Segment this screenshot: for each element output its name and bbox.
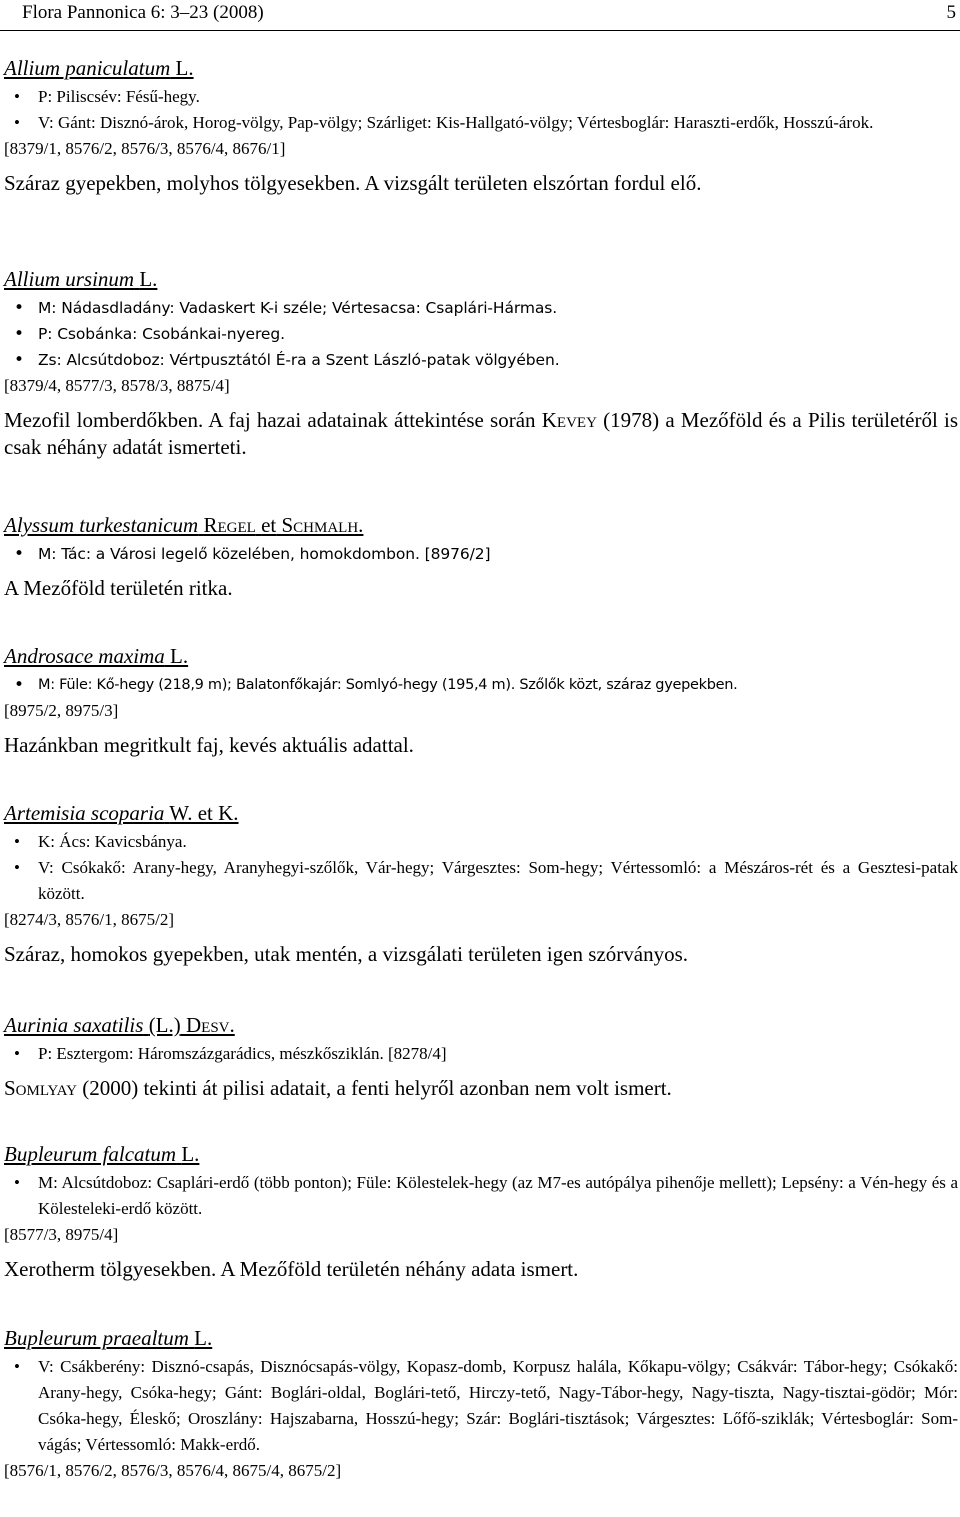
- locality-item: • M: Nádasdladány: Vadaskert K-i széle; Vértesacsa: Csaplári-Hármas.: [4, 295, 958, 321]
- locality-item: • M: Alcsútdoboz: Csaplári-erdő (több ponton); Füle: Kölestelek-hegy (az M7-es autópálya pihenője mellett); Lepsény: a Vén-hegy és a Kölesteleki-erdő között.: [4, 1170, 958, 1222]
- species-title: Alyssum turkestanicum Regel et Schmalh.: [4, 513, 364, 537]
- locality-list: [4, 829, 958, 907]
- grid-codes: [8577/3, 8975/4]: [4, 1225, 119, 1244]
- species-name: Aurinia saxatilis: [4, 1013, 144, 1037]
- species-entry: [4, 1012, 958, 1102]
- species-note: Mezofil lomberdőkben. A faj hazai adatainak áttekintése során Kevey (1978) a Mezőföld és a Pilis területéről is csak néhány adatát ismerteti.: [4, 408, 959, 459]
- species-title: [4, 55, 958, 81]
- locality-list: [4, 295, 958, 373]
- species-author: W. et K.: [169, 801, 239, 825]
- species-entry: [4, 643, 958, 759]
- species-entry: [4, 1325, 958, 1484]
- locality-list: [4, 541, 958, 567]
- species-name: Artemisia scoparia: [4, 801, 165, 825]
- species-author: L.: [194, 1326, 213, 1350]
- cited-author: Somlyay: [4, 1076, 77, 1100]
- species-author: Schmalh.: [281, 513, 364, 537]
- locality-list: [4, 1170, 958, 1222]
- species-author: Regel: [203, 513, 256, 537]
- species-author: (L.): [148, 1013, 181, 1037]
- locality-item: • V: Csókakő: Arany-hegy, Aranyhegyi-szőlők, Vár-hegy; Várgesztes: Som-hegy; Vértessomló: a Mészáros-rét és a Gesztesi-patak között.: [4, 855, 958, 907]
- grid-codes: [8576/1, 8576/2, 8576/3, 8576/4, 8675/4, 8675/2]: [4, 1461, 342, 1480]
- species-note: Száraz gyepekben, molyhos tölgyesekben. A vizsgált területen elszórtan fordul elő.: [4, 171, 702, 195]
- species-name: Bupleurum praealtum: [4, 1326, 189, 1350]
- cited-author: Kevey: [541, 408, 597, 432]
- locality-item: • V: Csákberény: Disznó-csapás, Disznócsapás-völgy, Kopasz-domb, Korpusz halála, Kőkapu-völgy; Csákvár: Tábor-hegy; Csókakő: Arany-hegy, Csóka-hegy; Gánt: Boglári-oldal, Boglári-tető, Hirczy-tető, Nagy-Tábor-hegy, Nagy-tiszta, Nagy-tisztai-gödör; Mór: Csóka-hegy, Éleskő; Oroszlány: Hajszabarna, Hosszú-hegy; Szár: Boglári-tisztások; Várgesztes: Lőfő-sziklák; Vértesboglár: Som-vágás; Vértessomló: Makk-erdő.: [4, 1354, 958, 1458]
- species-note: Száraz, homokos gyepekben, utak mentén, a vizsgálati területen igen szórványos.: [4, 942, 689, 966]
- species-entry: [4, 1141, 958, 1283]
- running-header: [0, 0, 960, 31]
- species-author: L.: [139, 267, 158, 291]
- species-author: L.: [170, 644, 189, 668]
- grid-codes: [8379/1, 8576/2, 8576/3, 8576/4, 8676/1]: [4, 139, 286, 158]
- locality-item: • P: Piliscsév: Fésű-hegy.: [4, 84, 958, 110]
- species-entry: [4, 512, 958, 602]
- species-author: Desv.: [186, 1013, 235, 1037]
- grid-codes: [8379/4, 8577/3, 8578/3, 8875/4]: [4, 376, 230, 395]
- species-title: [4, 1012, 958, 1038]
- species-author: L.: [181, 1142, 200, 1166]
- locality-item: • K: Ács: Kavicsbánya.: [4, 829, 958, 855]
- species-title: [4, 266, 958, 292]
- species-entry: [4, 55, 958, 197]
- species-note: Hazánkban megritkult faj, kevés aktuális adattal.: [4, 733, 414, 757]
- species-note: Xerotherm tölgyesekben. A Mezőföld területén néhány adata ismert.: [4, 1257, 579, 1281]
- species-name: Allium paniculatum: [4, 56, 171, 80]
- grid-codes: [8274/3, 8576/1, 8675/2]: [4, 910, 174, 929]
- locality-item: • P: Esztergom: Háromszázgarádics, mészkősziklán. [8278/4]: [4, 1041, 958, 1067]
- species-title: [4, 1141, 958, 1167]
- locality-list: [4, 672, 958, 698]
- journal-citation: Flora Pannonica 6: 3–23 (2008): [22, 2, 264, 23]
- species-entry: [4, 800, 958, 968]
- locality-item: • P: Csobánka: Csobánkai-nyereg.: [4, 321, 958, 347]
- locality-list: [4, 84, 958, 136]
- species-name: Allium ursinum: [4, 267, 135, 291]
- locality-item: • Zs: Alcsútdoboz: Vértpusztától É-ra a Szent László-patak völgyében.: [4, 347, 958, 373]
- locality-item: • M: Füle: Kő-hegy (218,9 m); Balatonfőkajár: Somlyó-hegy (195,4 m). Szőlők közt, száraz gyepekben.: [4, 672, 958, 698]
- species-title: [4, 643, 958, 669]
- species-name: Bupleurum falcatum: [4, 1142, 177, 1166]
- species-note: Somlyay (2000) tekinti át pilisi adatait, a fenti helyről azonban nem volt ismert.: [4, 1076, 672, 1100]
- grid-codes: [8975/2, 8975/3]: [4, 701, 119, 720]
- species-author: L.: [175, 56, 194, 80]
- species-name: Alyssum turkestanicum: [4, 513, 199, 537]
- species-name: Androsace maxima: [4, 644, 165, 668]
- locality-item: • M: Tác: a Városi legelő közelében, homokdombon. [8976/2]: [4, 541, 958, 567]
- locality-list: [4, 1041, 958, 1067]
- species-entry: [4, 266, 958, 461]
- locality-list: [4, 1354, 958, 1458]
- page-number: 5: [946, 2, 956, 23]
- locality-item: • V: Gánt: Disznó-árok, Horog-völgy, Pap-völgy; Szárliget: Kis-Hallgató-völgy; Vértesboglár: Haraszti-erdők, Hosszú-árok.: [4, 110, 958, 136]
- species-title: [4, 1325, 958, 1351]
- species-note: A Mezőföld területén ritka.: [4, 576, 233, 600]
- species-title: [4, 800, 958, 826]
